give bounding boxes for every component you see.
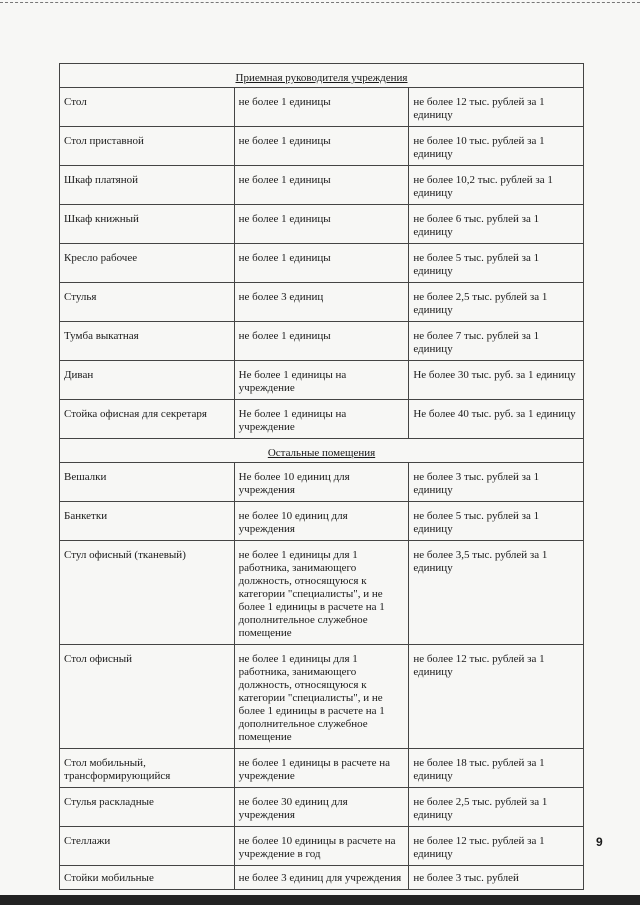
item-name: Стеллажи [60, 827, 235, 866]
item-price: Не более 30 тыс. руб. за 1 единицу [409, 361, 584, 400]
section-header-other-rooms [60, 439, 584, 463]
table-row [60, 502, 584, 541]
table-row [60, 361, 584, 400]
item-name: Стол офисный [60, 645, 235, 749]
item-price: не более 6 тыс. рублей за 1 единицу [409, 205, 584, 244]
item-quantity: не более 1 единицы для 1 работника, занимающего должность, относящуюся к категории "специалисты", и не более 1 единицы в расчете на 1 дополнительное служебное помещение [234, 541, 409, 645]
item-price: не более 3,5 тыс. рублей за 1 единицу [409, 541, 584, 645]
item-quantity: не более 1 единицы в расчете на учреждение [234, 749, 409, 788]
table-row [60, 88, 584, 127]
item-quantity: не более 1 единицы [234, 322, 409, 361]
section-header-reception [60, 64, 584, 88]
item-price: не более 10 тыс. рублей за 1 единицу [409, 127, 584, 166]
table-row [60, 127, 584, 166]
item-name: Стойка офисная для секретаря [60, 400, 235, 439]
table-row [60, 541, 584, 645]
item-quantity: не более 30 единиц для учреждения [234, 788, 409, 827]
item-price: не более 12 тыс. рублей за 1 единицу [409, 645, 584, 749]
scan-bottom-edge [0, 895, 640, 905]
item-price: не более 10,2 тыс. рублей за 1 единицу [409, 166, 584, 205]
item-price: не более 18 тыс. рублей за 1 единицу [409, 749, 584, 788]
item-quantity: не более 10 единицы в расчете на учреждение в год [234, 827, 409, 866]
item-price: не более 12 тыс. рублей за 1 единицу [409, 827, 584, 866]
section-title: Остальные помещения [267, 447, 376, 459]
item-price: Не более 40 тыс. руб. за 1 единицу [409, 400, 584, 439]
item-name: Стол мобильный, трансформирующийся [60, 749, 235, 788]
item-name: Тумба выкатная [60, 322, 235, 361]
item-name: Стол [60, 88, 235, 127]
table-row [60, 463, 584, 502]
table-row [60, 283, 584, 322]
page-number: 9 [596, 835, 603, 849]
table-row [60, 166, 584, 205]
item-quantity: не более 1 единицы [234, 205, 409, 244]
item-quantity: Не более 10 единиц для учреждения [234, 463, 409, 502]
item-price: не более 7 тыс. рублей за 1 единицу [409, 322, 584, 361]
furniture-norms-table [59, 63, 584, 890]
item-price: не более 5 тыс. рублей за 1 единицу [409, 502, 584, 541]
item-price: не более 2,5 тыс. рублей за 1 единицу [409, 788, 584, 827]
section-title: Приемная руководителя учреждения [235, 72, 408, 84]
item-quantity: не более 1 единицы [234, 127, 409, 166]
item-quantity: не более 1 единицы для 1 работника, занимающего должность, относящуюся к категории "специалисты", и не более 1 единицы в расчете на 1 дополнительное служебное помещение [234, 645, 409, 749]
item-price: не более 3 тыс. рублей [409, 866, 584, 890]
item-quantity: Не более 1 единицы на учреждение [234, 361, 409, 400]
item-name: Банкетки [60, 502, 235, 541]
item-name: Стойки мобильные [60, 866, 235, 890]
item-price: не более 12 тыс. рублей за 1 единицу [409, 88, 584, 127]
item-name: Стол приставной [60, 127, 235, 166]
item-price: не более 5 тыс. рублей за 1 единицу [409, 244, 584, 283]
table-row [60, 205, 584, 244]
item-name: Диван [60, 361, 235, 400]
scan-edge-line [0, 2, 640, 4]
item-quantity: Не более 1 единицы на учреждение [234, 400, 409, 439]
item-quantity: не более 1 единицы [234, 244, 409, 283]
item-price: не более 3 тыс. рублей за 1 единицу [409, 463, 584, 502]
item-name: Стулья [60, 283, 235, 322]
table-row [60, 400, 584, 439]
item-name: Вешалки [60, 463, 235, 502]
item-price: не более 2,5 тыс. рублей за 1 единицу [409, 283, 584, 322]
item-quantity: не более 1 единицы [234, 88, 409, 127]
table-row [60, 788, 584, 827]
item-quantity: не более 10 единиц для учреждения [234, 502, 409, 541]
item-quantity: не более 1 единицы [234, 166, 409, 205]
table-row [60, 866, 584, 890]
table-row [60, 244, 584, 283]
table-row [60, 645, 584, 749]
table-row [60, 322, 584, 361]
item-name: Стул офисный (тканевый) [60, 541, 235, 645]
table-row [60, 827, 584, 866]
table-row [60, 749, 584, 788]
item-name: Стулья раскладные [60, 788, 235, 827]
item-name: Шкаф платяной [60, 166, 235, 205]
item-quantity: не более 3 единиц [234, 283, 409, 322]
item-quantity: не более 3 единиц для учреждения [234, 866, 409, 890]
item-name: Шкаф книжный [60, 205, 235, 244]
item-name: Кресло рабочее [60, 244, 235, 283]
